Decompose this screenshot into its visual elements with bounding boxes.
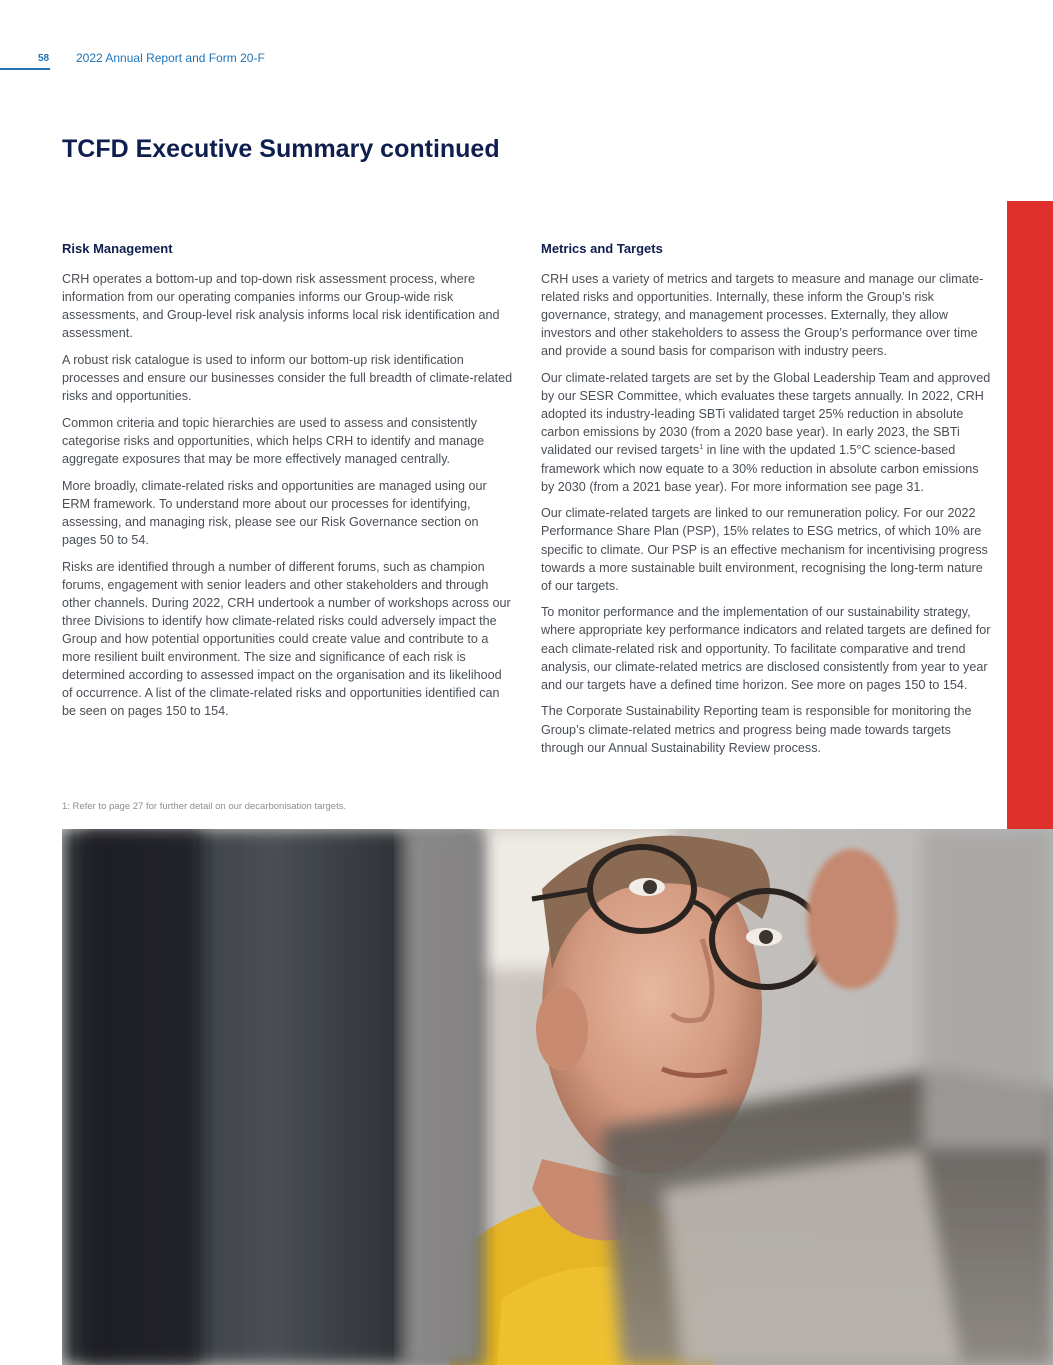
report-title: 2022 Annual Report and Form 20-F — [76, 51, 265, 65]
page-number: 58 — [38, 53, 50, 64]
risk-management-heading: Risk Management — [62, 241, 173, 256]
metrics-paragraph-text: in line with the updated 1.5°C science-based framework which now equate to a 30% reduction in absolute carbon emissions by 2030 (from a 2021 base year). For more information see page 31. — [541, 443, 979, 494]
page-title — [62, 135, 500, 164]
metrics-paragraph-text: Our climate-related targets are set by the Global Leadership Team and approved by our SESR Committee, which evaluates these targets annually. In 2022, CRH adopted its industry-leading SBTi validated target 25% reduction in absolute carbon emissions by 2030 (from a 2020 base year). In early 2023, the SBTi validated our revised targets — [541, 371, 991, 458]
header-rule — [0, 68, 50, 70]
page-title-light: continued — [380, 135, 500, 163]
risk-paragraph: More broadly, climate-related risks and opportunities are managed using our ERM framework. To understand more about our processes for identifying, assessing, and managing risk, please see our Risk Governance section on pages 50 to 54. — [62, 478, 487, 547]
risk-paragraph: Risks are identified through a number of different forums, such as champion forums, engagement with senior leaders and other stakeholders and through other channels. During 2022, CRH undertook a number of workshops across our three Divisions to identify how climate-related risks could adversely impact the Group and how potential opportunities could create value and contribute to a more resilient built environment. The size and significance of each risk is determined according to assessed impact on the organisation and its likelihood of occurrence. A list of the climate-related risks and opportunities identified can be seen on pages 150 to 154. — [62, 559, 511, 719]
metrics-paragraph: The Corporate Sustainability Reporting team is responsible for monitoring the Group’s climate-related metrics and progress being made towards targets through our Annual Sustainability Review process. — [541, 704, 972, 755]
metrics-paragraph — [541, 369, 993, 496]
metrics-paragraph: To monitor performance and the implementation of our sustainability strategy, where appropriate key performance indicators and related targets are defined for each climate-related risk and opportunity. To facilitate comparative and trend analysis, our climate-related metrics are disclosed consistently from year to year and our targets have a defined time horizon. See more on pages 150 to 154. — [541, 605, 991, 692]
risk-paragraph: Common criteria and topic hierarchies are used to assess and consistently categorise risks and opportunities, which helps CRH to identify and manage aggregate exposures that may be more effectively managed centrally. — [62, 415, 485, 467]
metrics-targets-heading: Metrics and Targets — [541, 241, 663, 256]
risk-paragraph: A robust risk catalogue is used to inform our bottom-up risk identification processes and ensure our businesses consider the full breadth of climate-related risks and opportunities. — [62, 352, 513, 404]
metrics-paragraph: Our climate-related targets are linked to our remuneration policy. For our 2022 Performance Share Plan (PSP), 15% relates to ESG metrics, of which 10% are specific to climate. Our PSP is an effective mechanism for incentivising progress towards a more sustainable built environment, recognising the long-term nature of our targets. — [541, 506, 988, 593]
hero-photo — [62, 829, 1053, 1365]
footnote-marker: 1 — [699, 444, 704, 452]
risk-management-section — [62, 241, 514, 729]
photo-illustration — [62, 829, 1053, 1365]
footnote: 1: Refer to page 27 for further detail on our decarbonisation targets. — [62, 801, 347, 812]
metrics-paragraph: CRH uses a variety of metrics and targets to measure and manage our climate-related risks and opportunities. Internally, these inform the Group’s risk governance, strategy, and management processes. Externally, they allow investors and other stakeholders to assess the Group’s performance over time and provide a sound basis for comparison with industry peers. — [541, 272, 984, 359]
metrics-targets-section — [541, 241, 993, 765]
risk-paragraph: CRH operates a bottom-up and top-down risk assessment process, where information from our operating companies informs our Group-wide risk assessments, and Group-level risk analysis informs local risk identification and assessment. — [62, 272, 500, 341]
page-title-strong: TCFD Executive Summary — [62, 135, 374, 163]
